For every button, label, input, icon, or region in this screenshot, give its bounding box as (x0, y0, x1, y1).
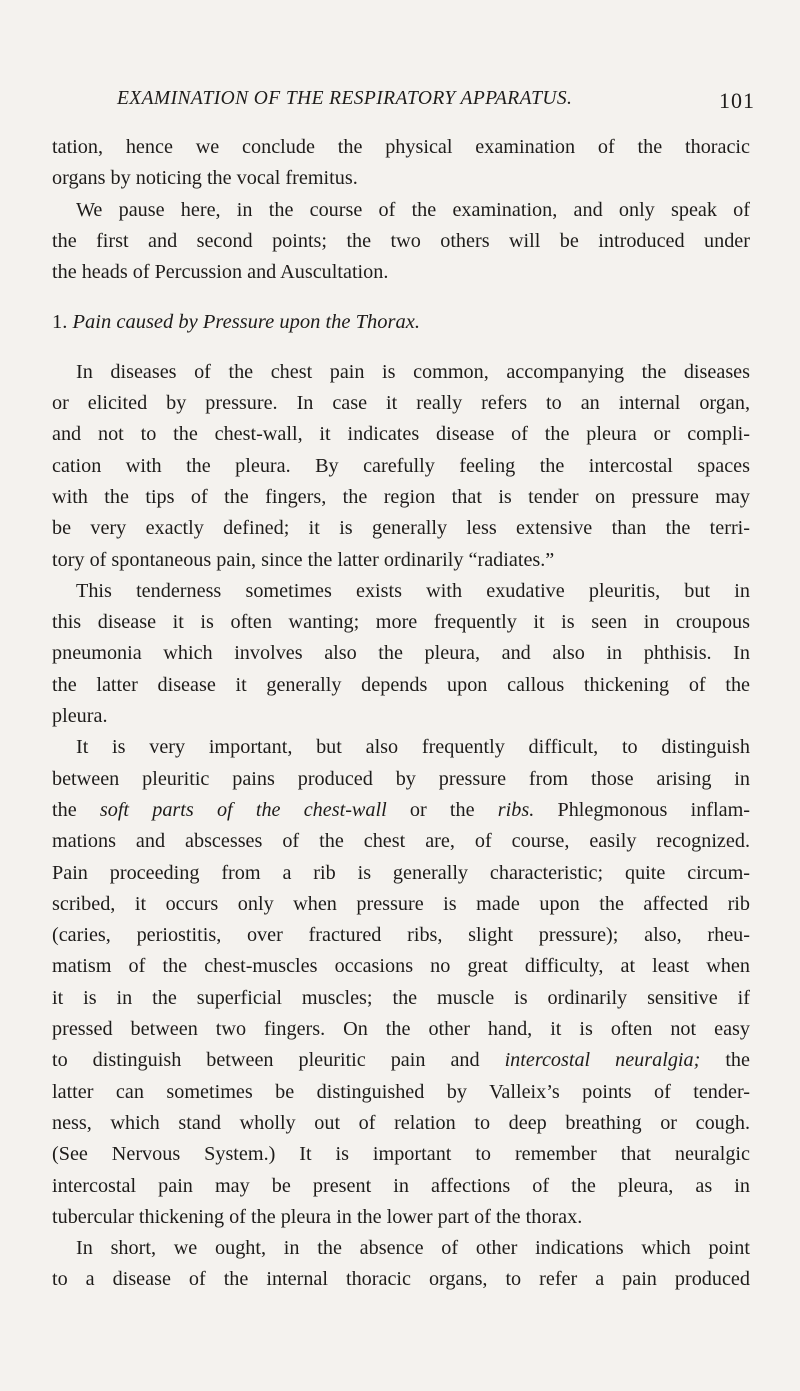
text-line: be very exactly defined; it is generally less extensive than the terri- (52, 517, 750, 540)
text-line: tubercular thickening of the pleura in the lower part of the thorax. (52, 1205, 583, 1228)
text-line: intercostal pain may be present in affections of the pleura, as in (52, 1174, 750, 1197)
italic-phrase: ribs. (497, 798, 535, 821)
text-line: ness, which stand wholly out of relation to deep breathing or cough. (52, 1111, 750, 1134)
paragraph-6 (52, 1233, 750, 1296)
running-title: EXAMINATION OF THE RESPIRATORY APPARATUS. (117, 88, 573, 109)
text-line: tation, hence we conclude the physical examination of the thoracic (52, 136, 750, 158)
text-line: In diseases of the chest pain is common, accompanying the diseases (76, 360, 750, 383)
text-line: the heads of Percussion and Auscultation. (52, 261, 389, 284)
body-text (52, 132, 750, 1296)
section-number: 1. (52, 311, 68, 334)
paragraph-2 (52, 195, 750, 289)
text-line: to a disease of the internal thoracic organs, to refer a pain produced (52, 1268, 750, 1291)
text-line: this disease it is often wanting; more frequently it is seen in croupous (52, 611, 750, 634)
text-line: Pain proceeding from a rib is generally characteristic; quite circum- (52, 861, 750, 884)
text-run: the (52, 798, 100, 821)
text-line: (caries, periostitis, over fractured ribs, slight pressure); also, rheu- (52, 924, 750, 947)
paragraph-4 (52, 576, 750, 732)
text-run: Phlegmonous inflam- (534, 798, 751, 821)
paragraph-1 (52, 132, 750, 195)
text-run: or the (386, 798, 498, 821)
text-line: latter can sometimes be distinguished by Valleix’s points of tender- (52, 1080, 750, 1103)
text-line (52, 1045, 750, 1076)
text-line: matism of the chest-muscles occasions no great difficulty, at least when (52, 955, 750, 978)
text-line: organs by noticing the vocal fremitus. (52, 167, 358, 190)
text-line: the latter disease it generally depends upon callous thickening of the (52, 673, 750, 696)
italic-phrase: soft parts of the chest-wall (99, 798, 387, 821)
text-run: the (700, 1049, 750, 1072)
section-heading (52, 307, 750, 338)
italic-phrase: intercostal neuralgia; (504, 1049, 701, 1072)
text-line: This tenderness sometimes exists with exudative pleuritis, but in (76, 579, 750, 602)
text-line: In short, we ought, in the absence of other indications which point (76, 1237, 750, 1260)
text-line: pressed between two fingers. On the other hand, it is often not easy (52, 1018, 750, 1041)
page-number: 101 (719, 88, 755, 113)
text-line: tory of spontaneous pain, since the latter ordinarily “radiates.” (52, 548, 555, 571)
section-title: Pain caused by Pressure upon the Thorax. (72, 311, 420, 334)
text-line: pneumonia which involves also the pleura, and also in phthisis. In (52, 642, 750, 665)
text-line: between pleuritic pains produced by pressure from those arising in (52, 767, 750, 790)
text-line: with the tips of the fingers, the region that is tender on pressure may (52, 485, 750, 508)
text-line: the first and second points; the two others will be introduced under (52, 229, 750, 252)
text-line: mations and abscesses of the chest are, of course, easily recognized. (52, 830, 750, 853)
text-line: It is very important, but also frequently difficult, to distinguish (76, 736, 750, 759)
paragraph-5 (52, 732, 750, 1233)
text-line: it is in the superficial muscles; the muscle is ordinarily sensitive if (52, 986, 750, 1009)
text-line: pleura. (52, 705, 108, 728)
running-head (117, 88, 742, 110)
text-line (52, 795, 750, 826)
text-line: (See Nervous System.) It is important to remember that neuralgic (52, 1143, 750, 1166)
text-line: We pause here, in the course of the examination, and only speak of (76, 198, 750, 221)
paragraph-3 (52, 357, 750, 576)
text-line: scribed, it occurs only when pressure is made upon the affected rib (52, 892, 750, 915)
text-line: cation with the pleura. By carefully feeling the intercostal spaces (52, 454, 750, 477)
text-line: and not to the chest-wall, it indicates disease of the pleura or compli- (52, 423, 750, 446)
text-line: or elicited by pressure. In case it really refers to an internal organ, (52, 392, 750, 415)
text-run: to distinguish between pleuritic pain and (52, 1049, 505, 1072)
